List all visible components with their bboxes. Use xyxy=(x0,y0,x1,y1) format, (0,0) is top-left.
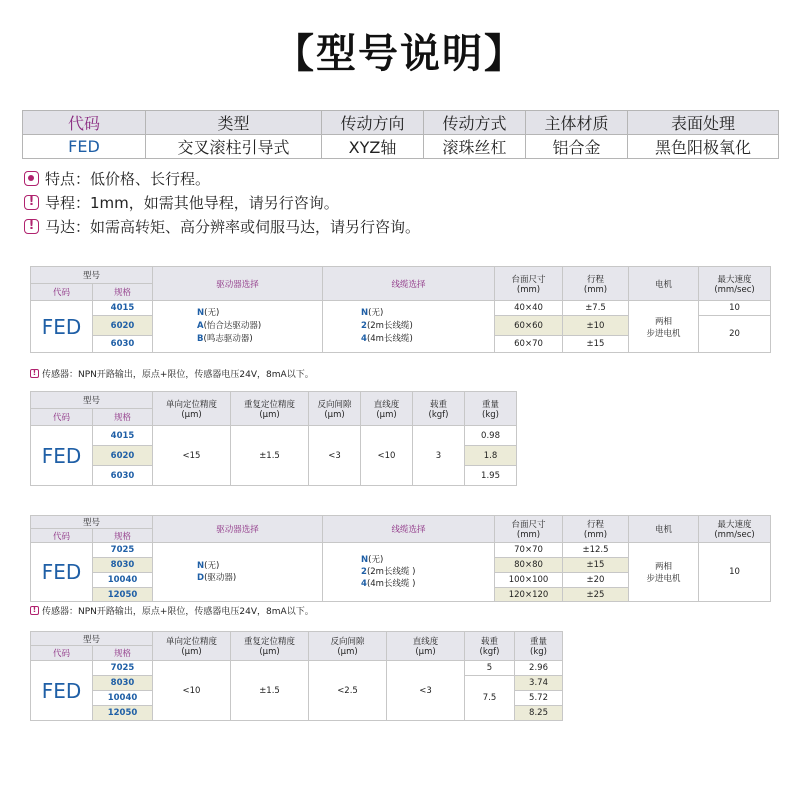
spec-value: 7025 xyxy=(93,661,153,676)
header-code: 代码 xyxy=(23,111,146,135)
header-drive: 传动方式 xyxy=(424,111,526,135)
repeat-value: ±1.5 xyxy=(231,426,309,486)
driver-options: N(无) A(怡合达驱动器) B(鸣志驱动器) xyxy=(153,301,323,353)
header-backlash: 反向间隙 (μm) xyxy=(309,632,387,661)
header-model: 型号 xyxy=(31,632,153,646)
performance-table-1 xyxy=(30,391,517,486)
header-spec: 规格 xyxy=(93,409,153,426)
table-size-value: 100×100 xyxy=(495,573,563,588)
header-code: 代码 xyxy=(31,284,93,301)
page-title: 【型号说明】 xyxy=(274,31,526,77)
spec-value: 12050 xyxy=(93,706,153,721)
header-table-size: 台面尺寸 (mm) xyxy=(495,267,563,301)
spec-value: 8030 xyxy=(93,558,153,573)
weight-value: 8.25 xyxy=(515,706,563,721)
header-model: 型号 xyxy=(31,392,153,409)
model-code: FED xyxy=(31,543,93,602)
header-code: 代码 xyxy=(31,409,93,426)
header-spec: 规格 xyxy=(93,284,153,301)
spec-value: 4015 xyxy=(93,301,153,316)
value-code: FED xyxy=(23,135,146,159)
type-overview-table xyxy=(22,110,779,159)
table-size-value: 120×120 xyxy=(495,588,563,602)
load-value: 5 xyxy=(465,661,515,676)
note-motor xyxy=(24,216,420,237)
note-text: 导程：1mm，如需其他导程，请另行咨询。 xyxy=(45,194,339,212)
header-backlash: 反向间隙 (μm) xyxy=(309,392,361,426)
header-speed: 最大速度 (mm/sec) xyxy=(699,516,771,543)
load-value: 3 xyxy=(413,426,465,486)
header-weight: 重量 (kg) xyxy=(465,392,517,426)
weight-value: 0.98 xyxy=(465,426,517,446)
speed-value: 20 xyxy=(699,316,771,353)
header-stroke: 行程 (mm) xyxy=(563,516,629,543)
unidirectional-value: <15 xyxy=(153,426,231,486)
table-size-value: 80×80 xyxy=(495,558,563,573)
unidirectional-value: <10 xyxy=(153,661,231,721)
value-material: 铝合金 xyxy=(526,135,628,159)
table-size-value: 60×60 xyxy=(495,316,563,336)
spec-value: 6030 xyxy=(93,336,153,353)
spec-value: 10040 xyxy=(93,691,153,706)
selection-table-2 xyxy=(30,515,771,602)
stroke-value: ±15 xyxy=(563,336,629,353)
header-cable: 线缆选择 xyxy=(323,516,495,543)
selection-table-1 xyxy=(30,266,771,353)
note-text: 特点：低价格、长行程。 xyxy=(45,170,211,188)
header-straightness: 直线度 (μm) xyxy=(361,392,413,426)
note-text: 马达：如需高转矩、高分辨率或伺服马达，请另行咨询。 xyxy=(45,218,421,236)
header-motor: 电机 xyxy=(629,267,699,301)
exclamation-icon xyxy=(24,219,39,234)
model-code: FED xyxy=(31,661,93,721)
header-unidirectional: 单向定位精度 (μm) xyxy=(153,392,231,426)
note-feature xyxy=(24,168,210,189)
speed-value: 10 xyxy=(699,301,771,316)
header-straightness: 直线度 (μm) xyxy=(387,632,465,661)
table-size-value: 60×70 xyxy=(495,336,563,353)
repeat-value: ±1.5 xyxy=(231,661,309,721)
header-code: 代码 xyxy=(31,646,93,661)
header-table-size: 台面尺寸 (mm) xyxy=(495,516,563,543)
sensor-text: 传感器：NPN开路输出，原点+限位，传感器电压24V，8mA以下。 xyxy=(42,607,314,617)
stroke-value: ±20 xyxy=(563,573,629,588)
header-direction: 传动方向 xyxy=(322,111,424,135)
performance-table-2 xyxy=(30,631,563,721)
driver-options: N(无) D(驱动器) xyxy=(153,543,323,602)
header-type: 类型 xyxy=(146,111,322,135)
sensor-note-1 xyxy=(30,367,314,380)
value-finish: 黑色阳极氧化 xyxy=(628,135,779,159)
table-size-value: 70×70 xyxy=(495,543,563,558)
header-load: 载重 (kgf) xyxy=(465,632,515,661)
header-spec: 规格 xyxy=(93,646,153,661)
weight-value: 2.96 xyxy=(515,661,563,676)
spec-value: 6030 xyxy=(93,466,153,486)
header-load: 载重 (kgf) xyxy=(413,392,465,426)
spec-value: 6020 xyxy=(93,316,153,336)
header-cable: 线缆选择 xyxy=(323,267,495,301)
exclamation-icon xyxy=(30,606,39,615)
spec-value: 7025 xyxy=(93,543,153,558)
header-unidirectional: 单向定位精度 (μm) xyxy=(153,632,231,661)
note-lead xyxy=(24,192,339,213)
header-code: 代码 xyxy=(31,529,93,543)
straightness-value: <10 xyxy=(361,426,413,486)
header-stroke: 行程 (mm) xyxy=(563,267,629,301)
header-driver: 驱动器选择 xyxy=(153,516,323,543)
spec-value: 10040 xyxy=(93,573,153,588)
header-material: 主体材质 xyxy=(526,111,628,135)
spec-value: 6020 xyxy=(93,446,153,466)
stroke-value: ±12.5 xyxy=(563,543,629,558)
header-repeat: 重复定位精度 (μm) xyxy=(231,392,309,426)
stroke-value: ±7.5 xyxy=(563,301,629,316)
model-code: FED xyxy=(31,426,93,486)
stroke-value: ±15 xyxy=(563,558,629,573)
backlash-value: <2.5 xyxy=(309,661,387,721)
model-code: FED xyxy=(31,301,93,353)
header-speed: 最大速度 (mm/sec) xyxy=(699,267,771,301)
header-driver: 驱动器选择 xyxy=(153,267,323,301)
header-model: 型号 xyxy=(31,267,153,284)
load-value: 7.5 xyxy=(465,676,515,721)
exclamation-icon xyxy=(24,195,39,210)
speed-value: 10 xyxy=(699,543,771,602)
stroke-value: ±25 xyxy=(563,588,629,602)
cable-options: N(无) 2(2m长线缆) 4(4m长线缆) xyxy=(323,301,495,353)
weight-value: 5.72 xyxy=(515,691,563,706)
weight-value: 1.95 xyxy=(465,466,517,486)
header-model: 型号 xyxy=(31,516,153,529)
motor-value: 两相 步进电机 xyxy=(629,543,699,602)
value-drive: 滚珠丝杠 xyxy=(424,135,526,159)
value-type: 交叉滚柱引导式 xyxy=(146,135,322,159)
motor-value: 两相 步进电机 xyxy=(629,301,699,353)
sensor-note-2 xyxy=(30,604,314,617)
header-motor: 电机 xyxy=(629,516,699,543)
spec-value: 4015 xyxy=(93,426,153,446)
value-direction: XYZ轴 xyxy=(322,135,424,159)
straightness-value: <3 xyxy=(387,661,465,721)
weight-value: 1.8 xyxy=(465,446,517,466)
header-finish: 表面处理 xyxy=(628,111,779,135)
header-spec: 规格 xyxy=(93,529,153,543)
table-size-value: 40×40 xyxy=(495,301,563,316)
backlash-value: <3 xyxy=(309,426,361,486)
exclamation-icon xyxy=(30,369,39,378)
header-weight: 重量 (kg) xyxy=(515,632,563,661)
feature-icon xyxy=(24,171,39,186)
cable-options: N(无) 2(2m长线缆 ) 4(4m长线缆 ) xyxy=(323,543,495,602)
weight-value: 3.74 xyxy=(515,676,563,691)
stroke-value: ±10 xyxy=(563,316,629,336)
header-repeat: 重复定位精度 (μm) xyxy=(231,632,309,661)
spec-value: 8030 xyxy=(93,676,153,691)
spec-value: 12050 xyxy=(93,588,153,602)
sensor-text: 传感器：NPN开路输出，原点+限位，传感器电压24V，8mA以下。 xyxy=(42,370,314,380)
